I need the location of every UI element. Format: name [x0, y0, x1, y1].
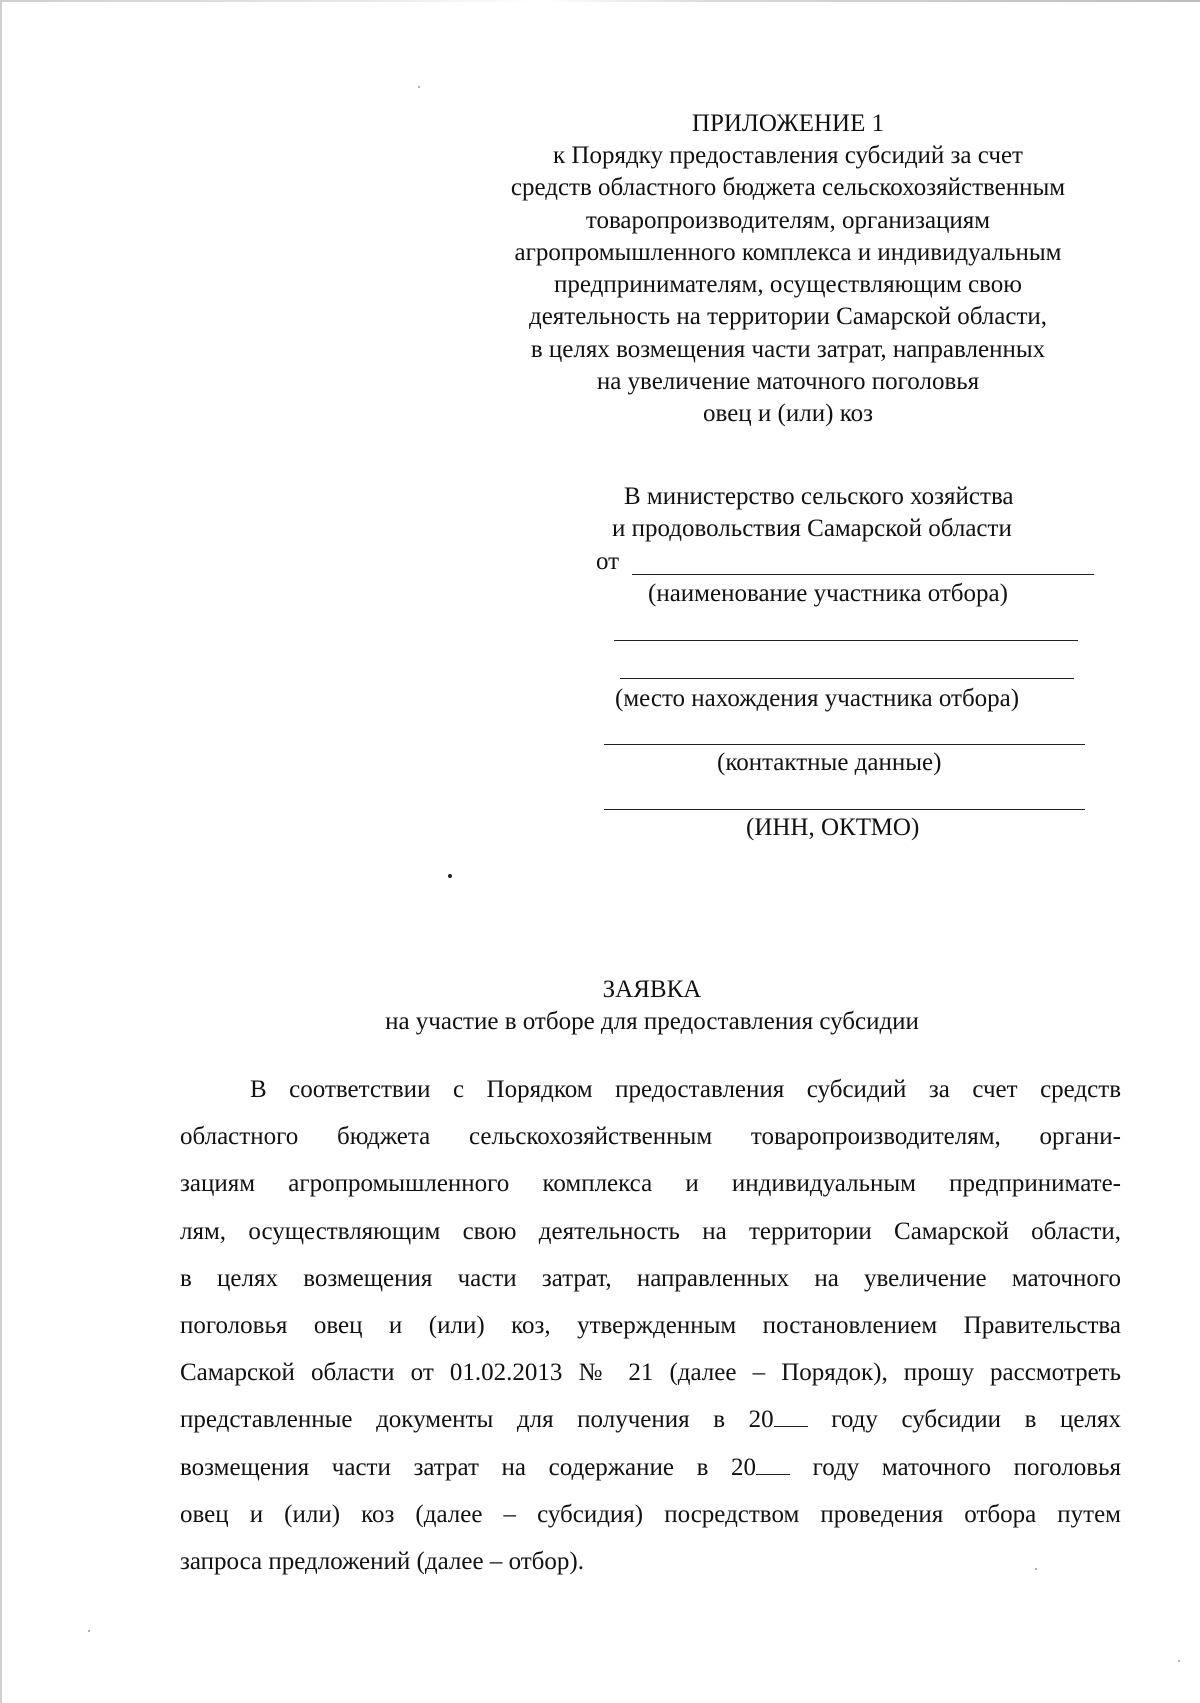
scan-edge-left: [0, 0, 2, 1703]
body-text-fragment: представленные документы для получения в 20: [180, 1406, 774, 1434]
applicant-inn-caption: (ИНН, ОКТМО): [746, 814, 920, 841]
application-title: ЗАЯВКА: [602, 976, 702, 1003]
body-line: запроса предложений (далее – отбор).: [180, 1547, 584, 1575]
body-line: в целях возмещения части затрат, направленных на увеличение маточного: [180, 1264, 1121, 1292]
applicant-name-field[interactable]: [632, 574, 1094, 575]
scan-speck: [1178, 1660, 1180, 1662]
body-line: поголовья овец и (или) коз, утвержденным постановлением Правительства: [180, 1311, 1121, 1339]
appendix-line: в целях возмещения части затрат, направленных: [530, 335, 1046, 363]
applicant-contacts-field[interactable]: [604, 744, 1085, 745]
appendix-line: предпринимателям, осуществляющим свою: [554, 271, 1022, 299]
scan-speck: [418, 86, 420, 88]
from-label: от: [596, 548, 620, 575]
body-line: зациям агропромышленного комплекса и индивидуальным предпринимате-: [180, 1170, 1121, 1198]
appendix-line: агропромышленного комплекса и индивидуальным: [514, 238, 1062, 266]
body-line-with-year-blank: [180, 1396, 1121, 1443]
applicant-location-field-1[interactable]: [614, 640, 1078, 641]
maintenance-year-blank[interactable]: [756, 1454, 790, 1475]
body-line: лям, осуществляющим свою деятельность на территории Самарской области,: [180, 1217, 1121, 1245]
applicant-location-caption: (место нахождения участника отбора): [615, 685, 1020, 712]
body-line: Самарской области от 01.02.2013 № 21 (далее – Порядок), прошу рассмотреть: [180, 1359, 1121, 1387]
appendix-line: товаропроизводителям, организациям: [585, 206, 991, 234]
appendix-line: овец и (или) коз: [703, 400, 873, 428]
body-line: овец и (или) коз (далее – субсидия) посредством проведения отбора путем: [180, 1500, 1121, 1528]
applicant-inn-field[interactable]: [604, 809, 1085, 810]
applicant-name-caption: (наименование участника отбора): [648, 580, 1008, 607]
body-line-with-year-blank: [180, 1444, 1121, 1491]
appendix-line: на увеличение маточного поголовья: [596, 368, 980, 396]
body-text-fragment: возмещения части затрат на содержание в 20: [180, 1453, 757, 1481]
receipt-year-blank[interactable]: [774, 1406, 808, 1427]
appendix-line: средств областного бюджета сельскохозяйственным: [510, 174, 1066, 202]
applicant-contacts-caption: (контактные данные): [717, 749, 942, 776]
appendix-line: к Порядку предоставления субсидий за счет: [553, 142, 1023, 169]
scan-edge-top: [0, 0, 1200, 2]
scan-dot: [448, 874, 452, 878]
addressee-ministry-line2: и продовольствия Самарской области: [612, 515, 1012, 542]
body-line: областного бюджета сельскохозяйственным товаропроизводителям, органи-: [180, 1123, 1121, 1151]
body-text-fragment: году маточного поголовья: [790, 1453, 1122, 1481]
application-body: [180, 1066, 1121, 1585]
appendix-line: деятельность на территории Самарской области,: [528, 303, 1048, 331]
addressee-ministry-line1: В министерство сельского хозяйства: [624, 483, 1014, 510]
appendix-title: ПРИЛОЖЕНИЕ 1: [691, 110, 885, 137]
applicant-location-field-2[interactable]: [620, 678, 1074, 679]
application-subtitle: на участие в отборе для предоставления субсидии: [385, 1008, 919, 1035]
body-line: В соответствии с Порядком предоставления субсидий за счет средств: [250, 1076, 1121, 1103]
body-text-fragment: году субсидии в целях: [807, 1406, 1122, 1434]
appendix-block: [458, 108, 1118, 431]
scan-speck: [88, 1630, 90, 1632]
